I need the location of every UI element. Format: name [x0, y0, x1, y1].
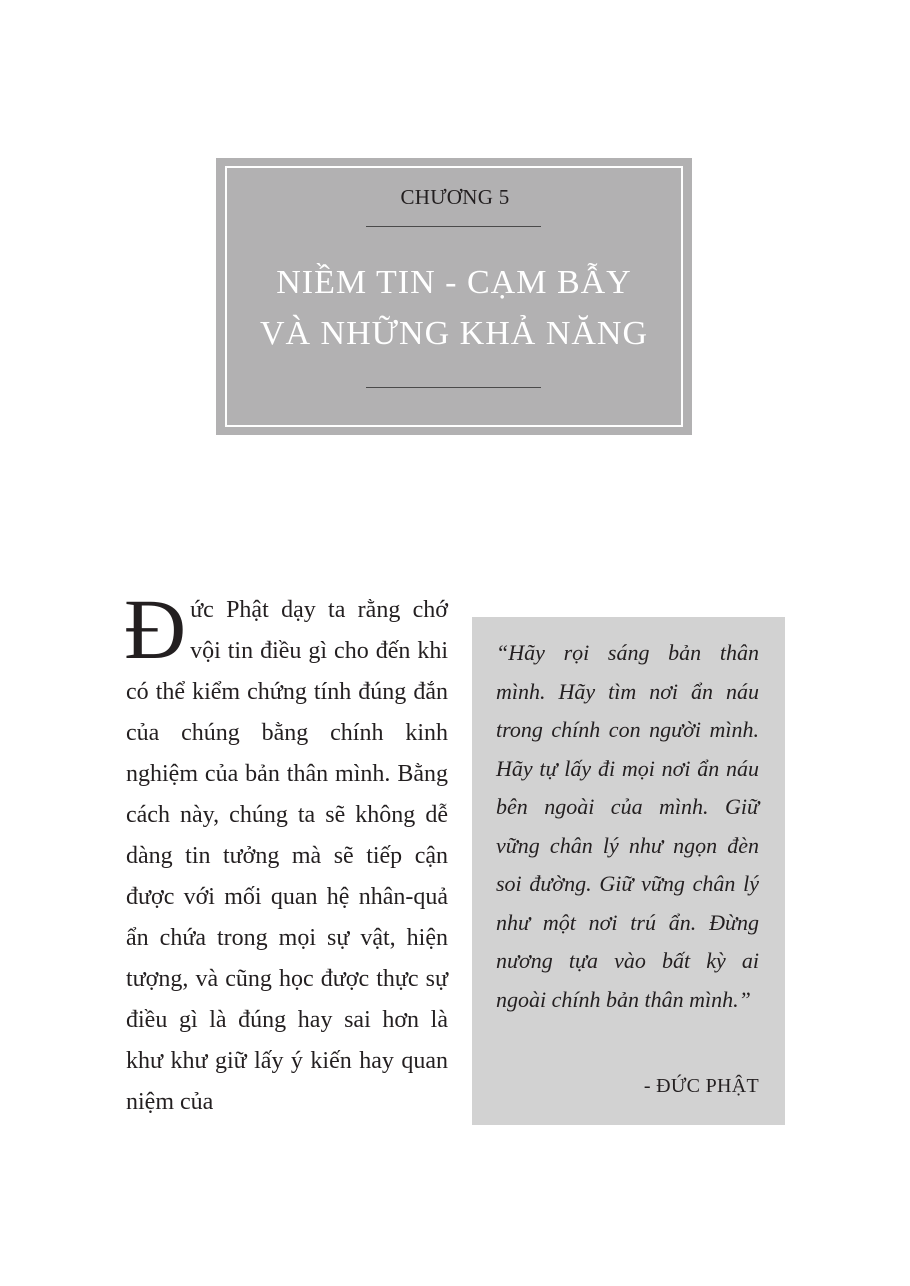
body-paragraph	[124, 581, 448, 1123]
divider-bottom	[366, 387, 541, 388]
quote-text: “Hãy rọi sáng bản thân mình. Hãy tìm nơi ẩn náu trong chính con người mình. Hãy tự lấy đi mọi nơi ẩn náu bên ngoài của mình. Giữ vững chân lý như ngọn đèn soi đường. Giữ vững chân lý như một nơi trú ẩn. Đừng nương tựa vào bất kỳ ai ngoài chính bản thân mình.”	[496, 640, 759, 1012]
chapter-title-line-1: NIỀM TIN - CẠM BẪY	[276, 264, 632, 301]
divider-top	[366, 226, 541, 227]
drop-cap: Đ	[124, 581, 187, 677]
quote-author: - ĐỨC PHẬT	[643, 1075, 759, 1097]
chapter-title-line-2: VÀ NHỮNG KHẢ NĂNG	[259, 315, 649, 352]
chapter-label: CHƯƠNG 5	[400, 185, 510, 209]
body-text: ức Phật dạy ta rằng chớ vội tin điều gì cho đến khi có thể kiểm chứng tính đúng đắn của chúng bằng chính kinh nghiệm của bản thân mình. Bằng cách này, chúng ta sẽ không dễ dàng tin tưởng mà sẽ tiếp cận được với mối quan hệ nhân-quả ẩn chứa trong mọi sự vật, hiện tượng, và cũng học được thực sự điều gì là đúng hay sai hơn là khư khư giữ lấy ý kiến hay quan niệm của	[126, 597, 448, 1115]
quote-box	[472, 617, 785, 1125]
